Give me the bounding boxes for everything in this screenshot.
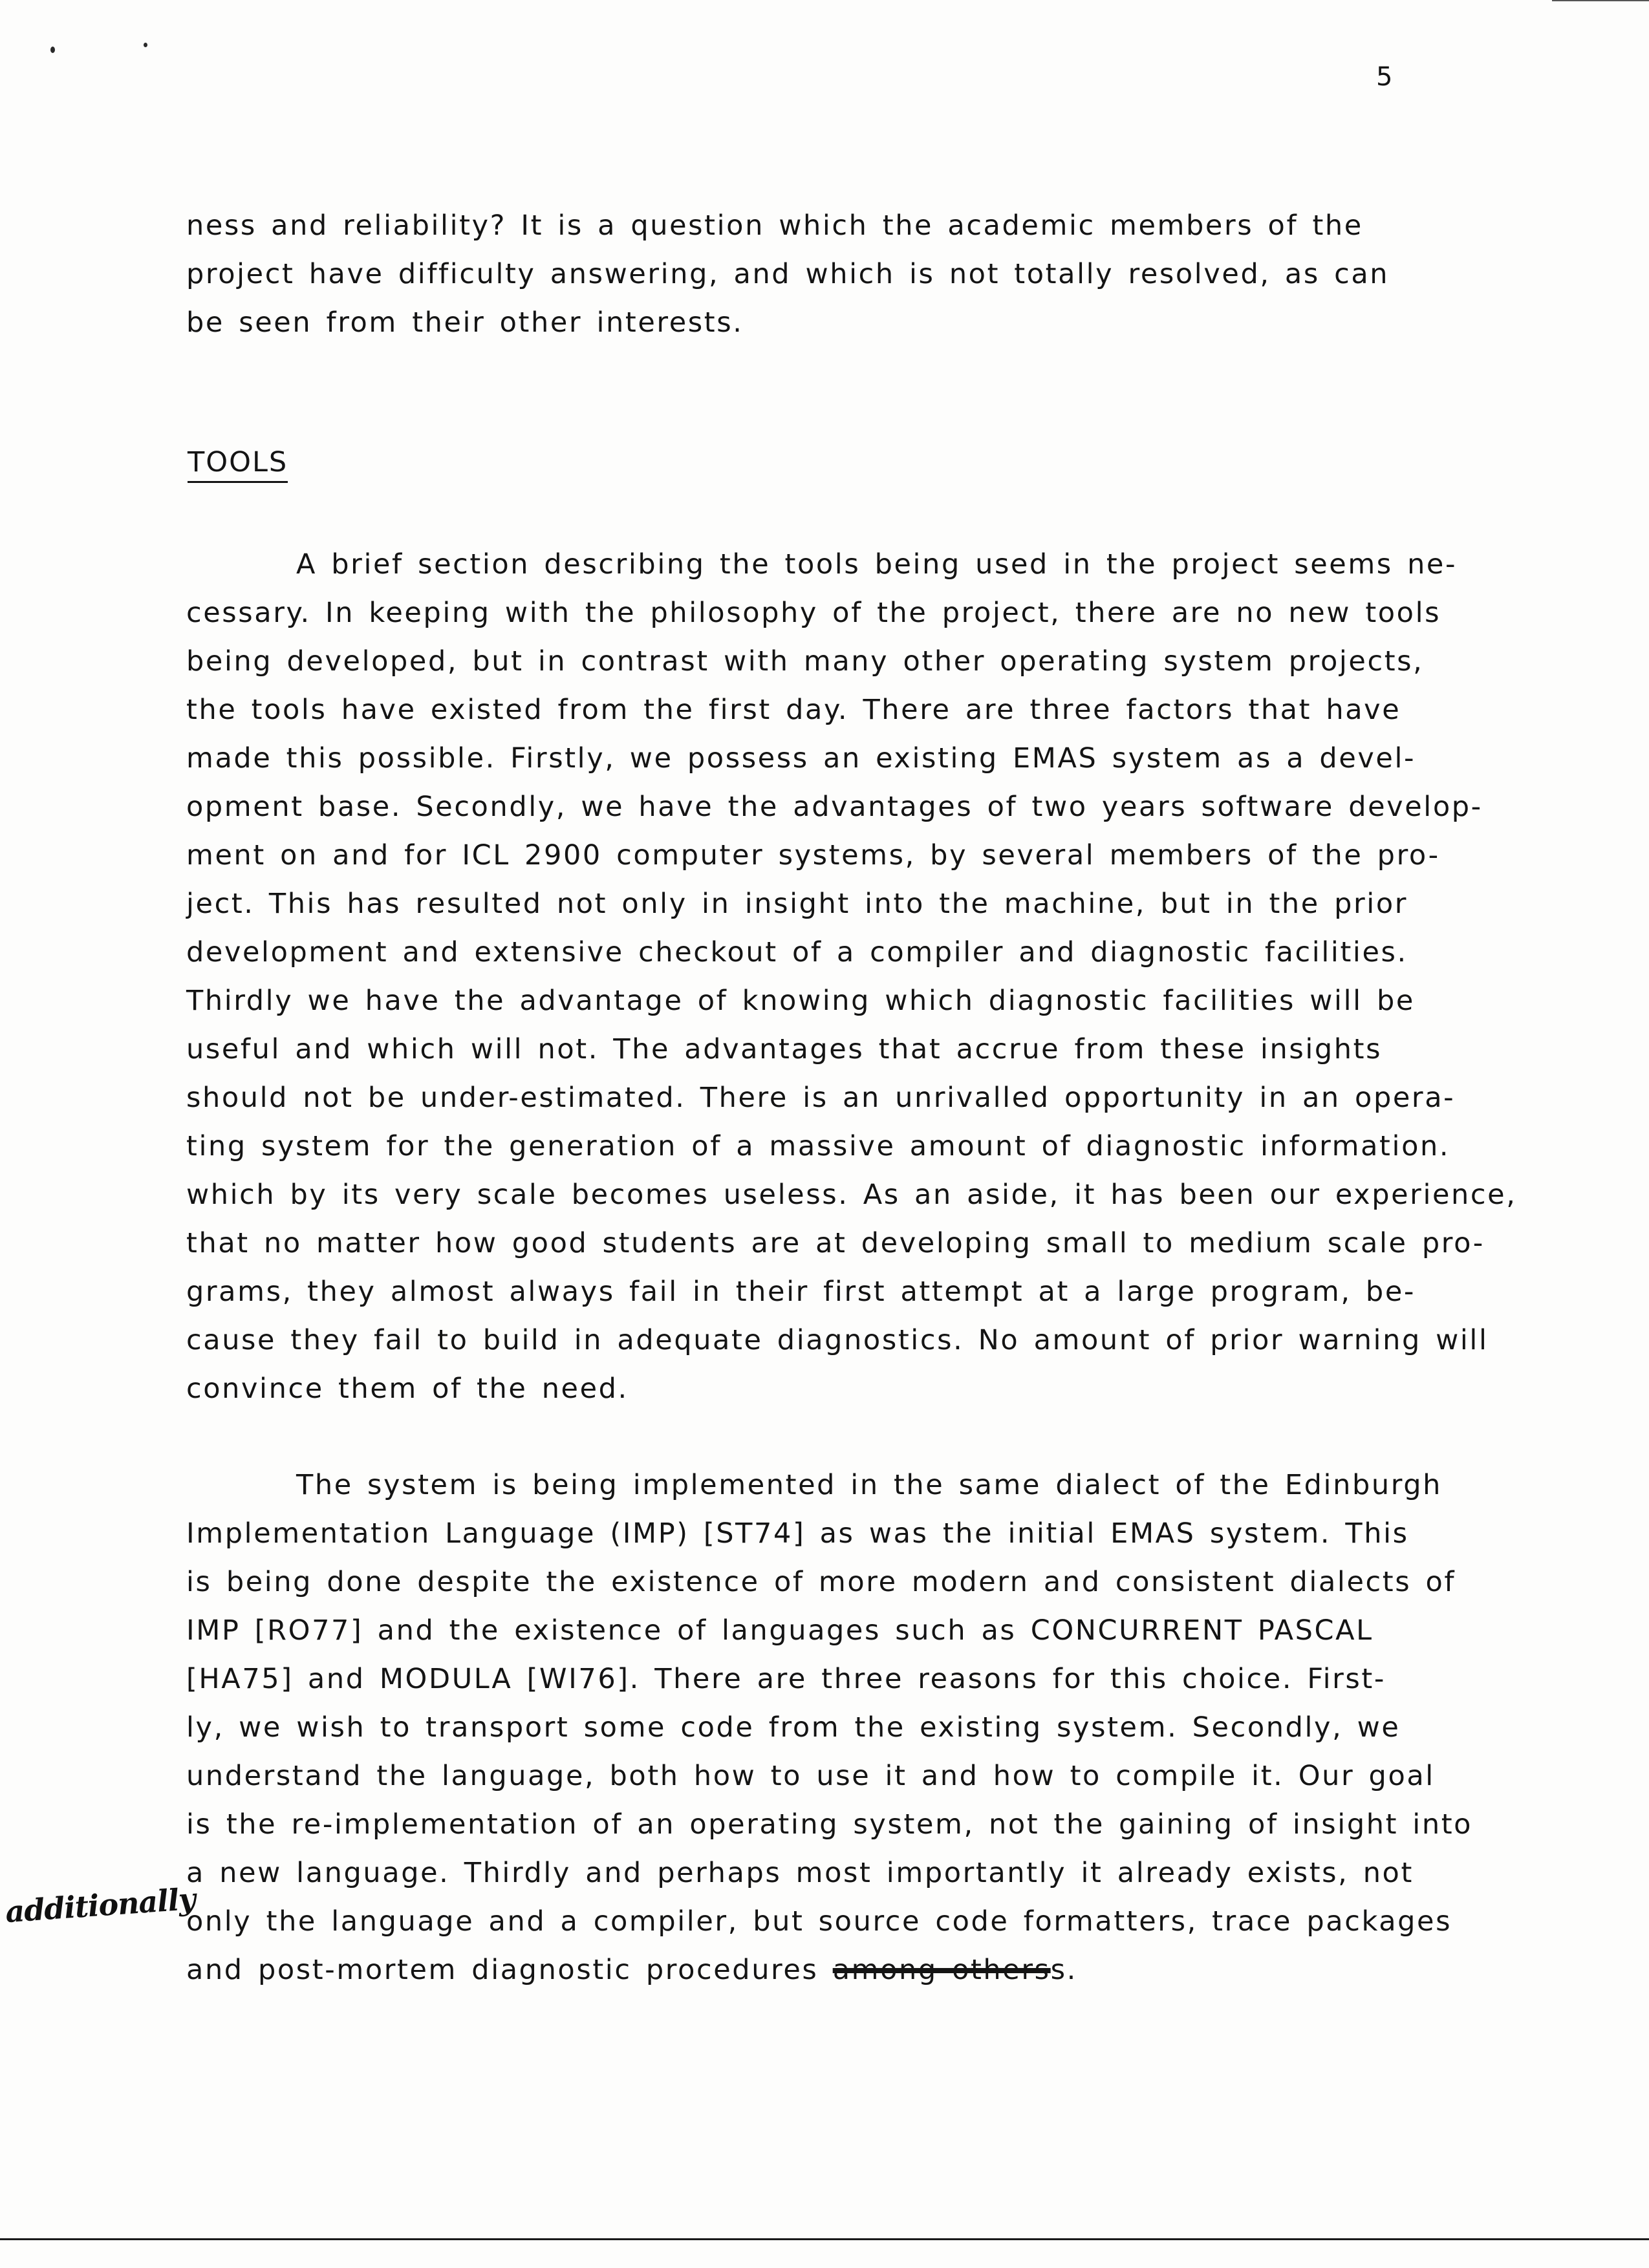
text-line: that no matter how good students are at developing small to medium scale pro- [186, 1227, 1485, 1259]
text-line: useful and which will not. The advantages that accrue from these insights [186, 1033, 1383, 1065]
page-number: 5 [1376, 62, 1394, 92]
text-line: understand the language, both how to use it and how to compile it. Our goal [186, 1760, 1435, 1792]
text-run: s. [1050, 1954, 1077, 1986]
text-line: ly, we wish to transport some code from the existing system. Secondly, we [186, 1711, 1401, 1744]
text-line: The system is being implemented in the same dialect of the Edinburgh [296, 1469, 1442, 1501]
text-line: development and extensive checkout of a compiler and diagnostic facilities. [186, 936, 1408, 968]
paragraph-tools-1 [186, 540, 1570, 1413]
intro-paragraph [186, 202, 1570, 347]
text-line: be seen from their other interests. [186, 306, 744, 339]
scan-speck [50, 47, 55, 53]
text-line: ting system for the generation of a massive amount of diagnostic information. [186, 1130, 1450, 1162]
text-line: ject. This has resulted not only in insight into the machine, but in the prior [186, 888, 1408, 920]
text-line: project have difficulty answering, and which is not totally resolved, as can [186, 258, 1390, 290]
section-heading: TOOLS [188, 446, 288, 483]
text-line-last [186, 1946, 1570, 1995]
text-line: only the language and a compiler, but source code formatters, trace packages [186, 1905, 1452, 1938]
text-line: [HA75] and MODULA [WI76]. There are three reasons for this choice. First- [186, 1663, 1386, 1695]
bottom-edge-rule [0, 2238, 1649, 2240]
text-line: cessary. In keeping with the philosophy of the project, there are no new tools [186, 597, 1441, 629]
handwritten-margin-note: additionally [4, 1881, 197, 1930]
text-line: ment on and for ICL 2900 computer systems, by several members of the pro- [186, 839, 1440, 872]
paragraph-tools-2 [186, 1461, 1570, 1995]
text-line: convince them of the need. [186, 1373, 629, 1405]
struck-text: among others [832, 1954, 1051, 1986]
text-line: should not be under-estimated. There is an unrivalled opportunity in an opera- [186, 1082, 1456, 1114]
text-line: Implementation Language (IMP) [ST74] as was the initial EMAS system. This [186, 1517, 1409, 1550]
text-line: is the re-implementation of an operating system, not the gaining of insight into [186, 1808, 1473, 1841]
text-line: being developed, but in contrast with many other operating system projects, [186, 645, 1424, 678]
text-line: A brief section describing the tools being used in the project seems ne- [296, 548, 1458, 581]
text-line: opment base. Secondly, we have the advantages of two years software develop- [186, 791, 1483, 823]
text-line: ness and reliability? It is a question which the academic members of the [186, 209, 1363, 242]
text-line: grams, they almost always fail in their first attempt at a large program, be- [186, 1276, 1416, 1308]
text-line: a new language. Thirdly and perhaps most importantly it already exists, not [186, 1857, 1414, 1889]
top-edge-rule [1552, 0, 1649, 1]
text-line: cause they fail to build in adequate diagnostics. No amount of prior warning will [186, 1324, 1489, 1356]
text-run: and post-mortem diagnostic procedures [186, 1954, 833, 1986]
text-line: the tools have existed from the first day. There are three factors that have [186, 694, 1401, 726]
scan-speck [144, 43, 147, 47]
text-line: made this possible. Firstly, we possess an existing EMAS system as a devel- [186, 742, 1416, 775]
text-line: Thirdly we have the advantage of knowing which diagnostic facilities will be [186, 985, 1415, 1017]
text-line: which by its very scale becomes useless. As an aside, it has been our experience, [186, 1179, 1517, 1211]
text-line: is being done despite the existence of more modern and consistent dialects of [186, 1566, 1456, 1598]
text-line: IMP [RO77] and the existence of languages such as CONCURRENT PASCAL [186, 1614, 1374, 1647]
